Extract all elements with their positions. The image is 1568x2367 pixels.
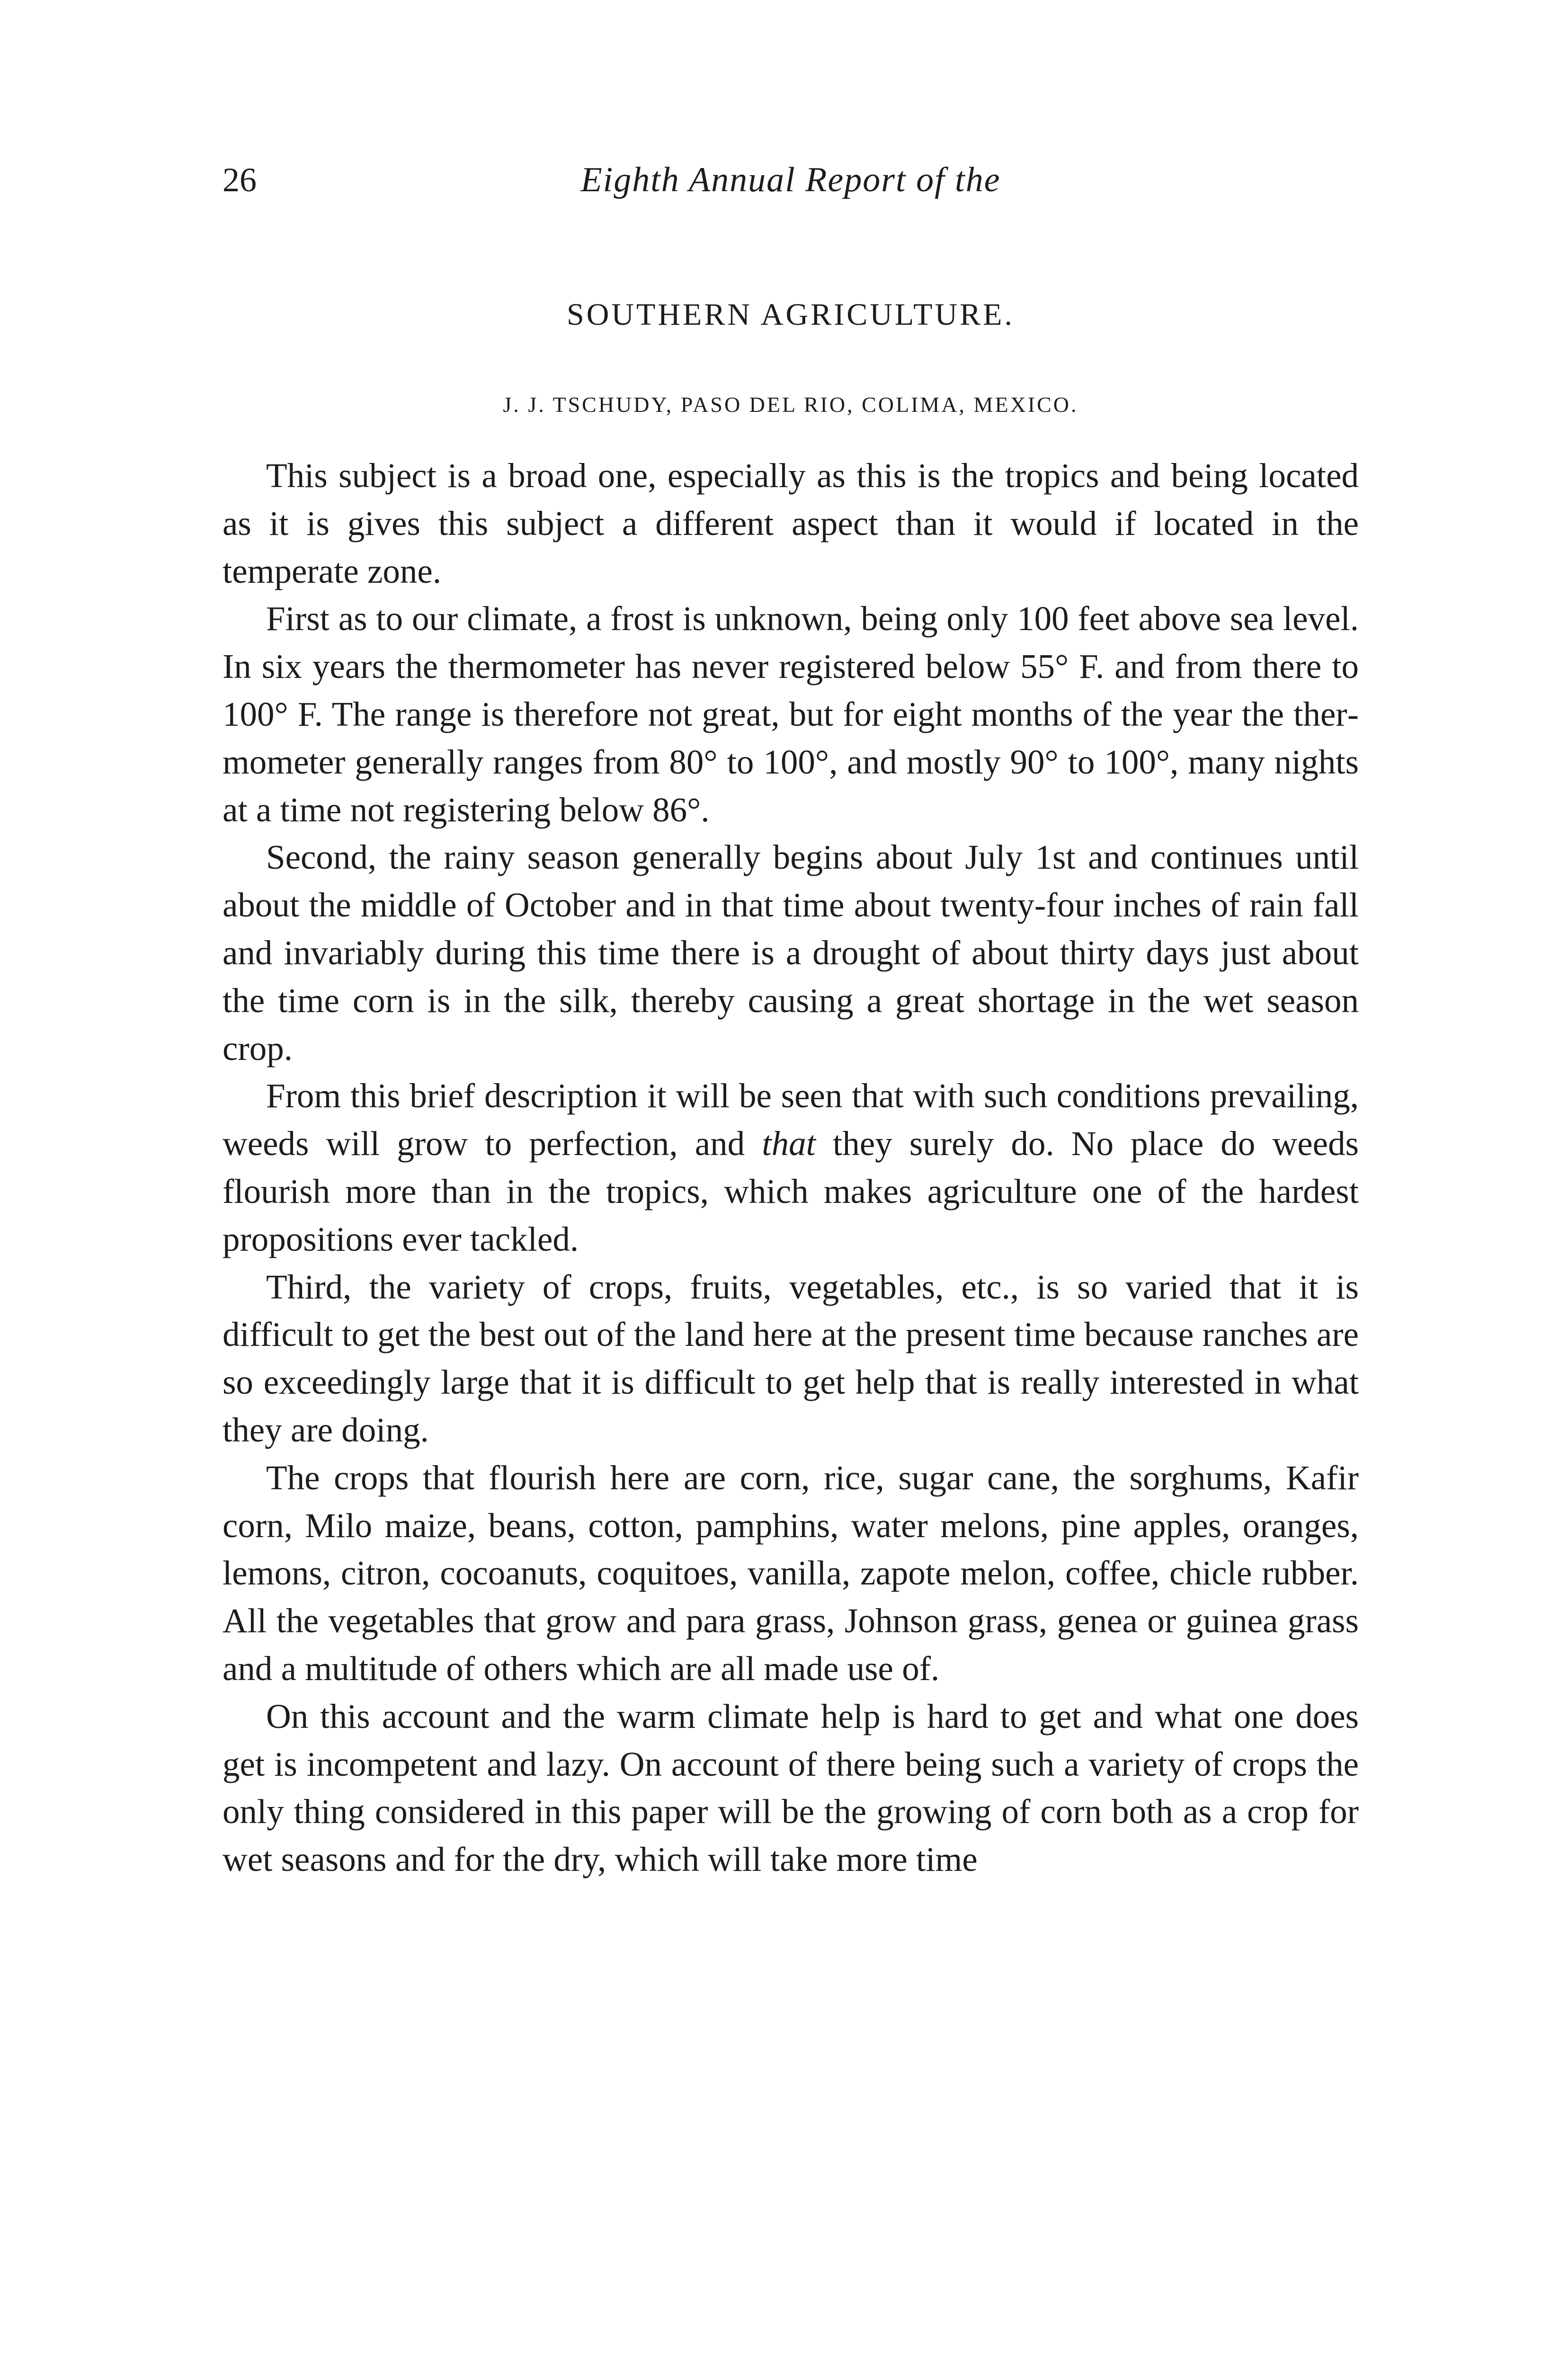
paragraph-weeds bbox=[223, 1072, 1359, 1263]
paragraph-climate: First as to our climate, a frost is unknown, being only 100 feet above sea level. In six years the thermometer has never registered below 55° F. and from there to 100° F. The range is therefore not great, but for eight months of the year the thermometer generally ranges from 80° to 100°, and mostly 90° to 100°, many nights at a time not registering below 86°. bbox=[223, 599, 1359, 829]
paragraph-weeds-text-after: they surely do. No place do weeds flourish more than in the tropics, which makes agriculture one of the hardest propositions ever tackled. bbox=[223, 1124, 1359, 1258]
paragraph-intro: This subject is a broad one, especially as this is the tropics and being located as it is gives this subject a different aspect than it would if located in the temperate zone. bbox=[223, 456, 1359, 590]
paragraph-help: On this account and the warm climate help is hard to get and what one does get is incompetent and lazy. On account of there being such a variety of crops the only thing considered in this paper will be the growing of corn both as a crop for wet seasons and for the dry, which will take more time bbox=[223, 1697, 1359, 1879]
article-byline: J. J. TSCHUDY, PASO DEL RIO, COLIMA, MEXICO. bbox=[503, 392, 1078, 417]
paragraph-weeds-text-before: From this brief description it will be seen that with such conditions prevailing, weeds will grow to perfection, and bbox=[223, 1077, 1359, 1163]
paragraph-crops: The crops that flourish here are corn, rice, sugar cane, the sorghums, Kafir corn, Milo maize, beans, cotton, pamphins, water melons, pine apples, oranges, lemons, citron, cocoanuts, coquitoes, vanilla, zapote melon, coffee, chicle rubber. All the vegetables that grow and para grass, Johnson grass, genea or guinea grass and a multitude of others which are all made use of. bbox=[223, 1458, 1359, 1688]
paragraph-variety: Third, the variety of crops, fruits, vegetables, etc., is so varied that it is difficult to get the best out of the land here at the present time because ranches are so exceedingly large that it is difficult to get help that is really interested in what they are doing. bbox=[223, 1267, 1359, 1449]
paragraph-weeds-emphasis: that bbox=[762, 1124, 816, 1163]
page-number: 26 bbox=[223, 161, 257, 199]
article-body bbox=[223, 452, 1359, 1884]
running-head: Eighth Annual Report of the bbox=[580, 160, 1001, 199]
paragraph-rainy-season: Second, the rainy season generally begins about July 1st and continues until about the middle of October and in that time about twenty-four inches of rain fall and invariably during this time there is a drought of about thirty days just about the time corn is in the silk, thereby causing a great shortage in the wet season crop. bbox=[223, 838, 1359, 1068]
page-header bbox=[223, 154, 1359, 206]
article-title: SOUTHERN AGRICULTURE. bbox=[567, 297, 1015, 332]
